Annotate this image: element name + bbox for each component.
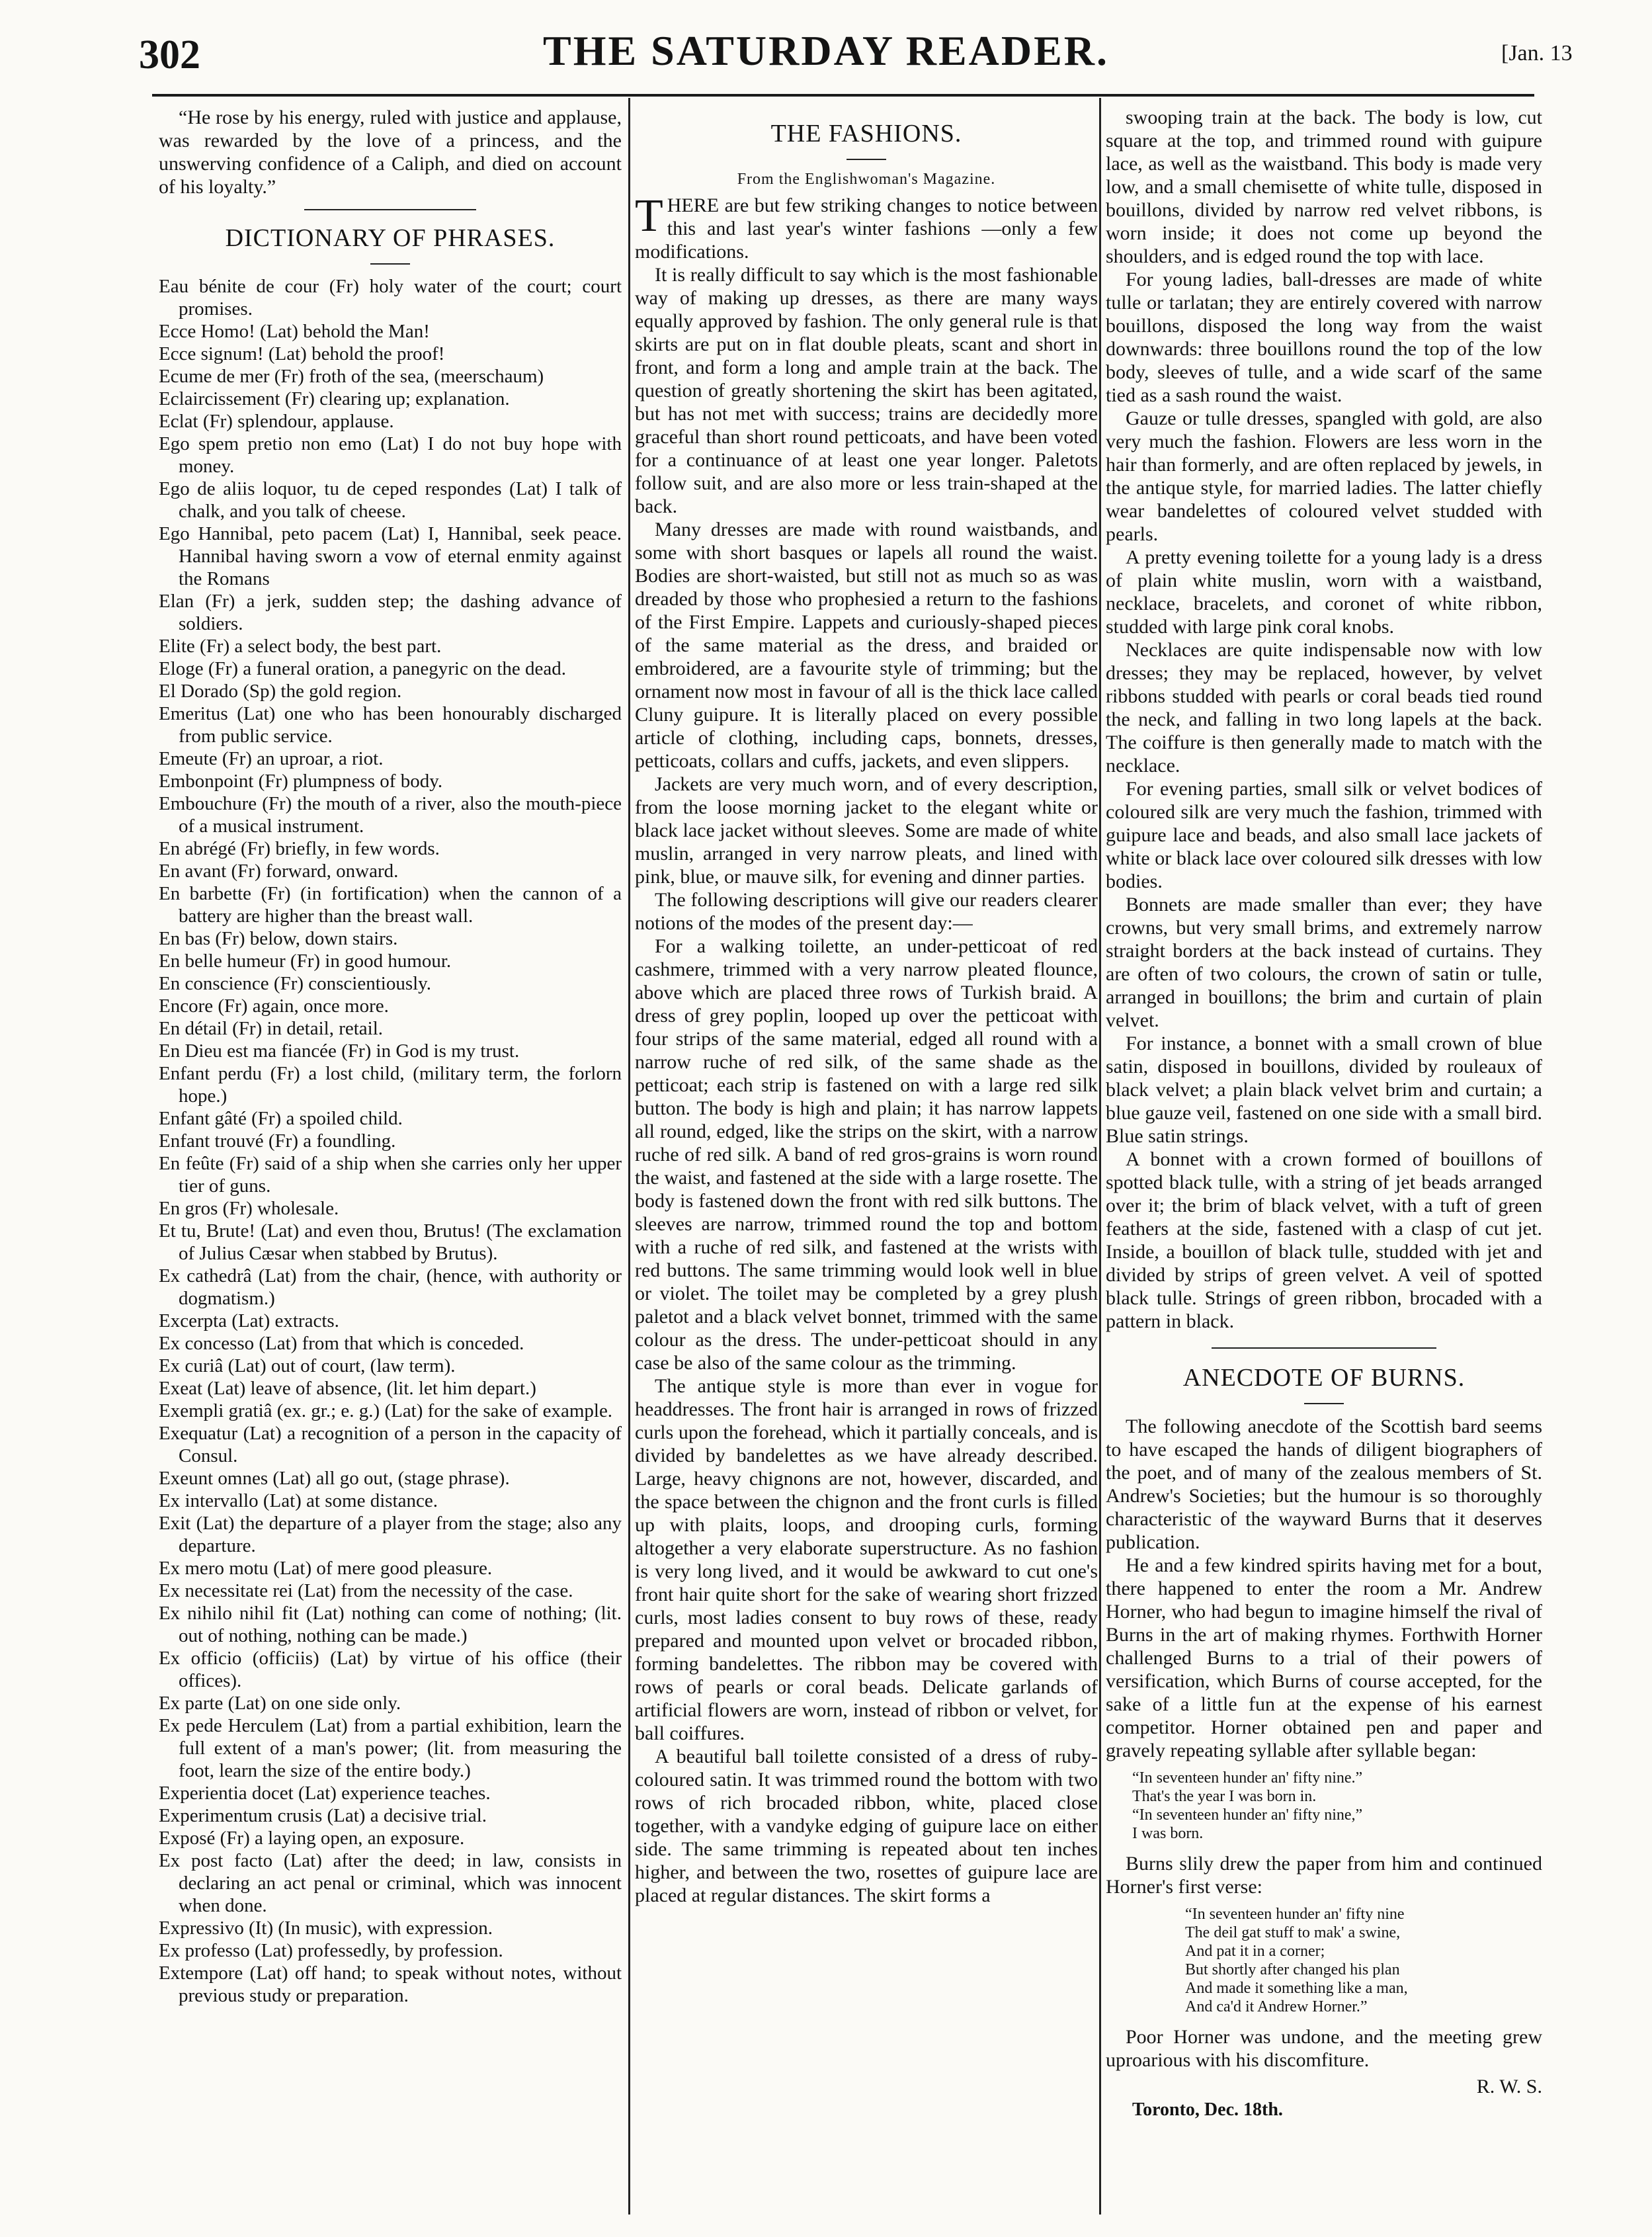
section-rule xyxy=(304,209,476,210)
fashions-paragraph: For evening parties, small silk or velvet bodices of coloured silk are very much the fashion, trimmed with guipure lace and beads, and also small lace jackets of white or black lace over coloured silk dresses with low bodies. xyxy=(1106,778,1542,892)
section-rule xyxy=(1212,1347,1436,1349)
dictionary-entry: Extempore (Lat) off hand; to speak without notes, without previous study or preparation. xyxy=(159,1963,622,2006)
dictionary-entry: Exempli gratiâ (ex. gr.; e. g.) (Lat) for the sake of example. xyxy=(159,1400,613,1421)
dictionary-entry: Elite (Fr) a select body, the best part. xyxy=(159,636,442,657)
section-rule-short xyxy=(1304,1403,1344,1404)
dictionary-entry: El Dorado (Sp) the gold region. xyxy=(159,681,402,702)
dictionary-entry: Exequatur (Lat) a recognition of a person in the capacity of Consul. xyxy=(159,1423,622,1466)
dictionary-entry: Experimentum crusis (Lat) a decisive trial. xyxy=(159,1805,487,1826)
closing-paragraph: Poor Horner was undone, and the meeting grew uproarious with his discomfiture. xyxy=(1106,2026,1542,2071)
intro-quote: “He rose by his energy, ruled with justice and applause, was rewarded by the love of a princess, and the unswerving confidence of a Caliph, and died on account of his loyalty.” xyxy=(159,106,622,198)
dictionary-entry: Ex officio (officiis) (Lat) by virtue of his office (their offices). xyxy=(159,1648,622,1691)
dictionary-entry: Ex necessitate rei (Lat) from the necessity of the case. xyxy=(159,1580,573,1601)
dictionary-heading: DICTIONARY OF PHRASES. xyxy=(225,224,556,252)
dictionary-entry: Experientia docet (Lat) experience teaches. xyxy=(159,1783,491,1804)
dictionary-entry: Enfant perdu (Fr) a lost child, (military term, the forlorn hope.) xyxy=(159,1063,622,1107)
dictionary-entry: En avant (Fr) forward, onward. xyxy=(159,861,399,882)
drop-cap: T xyxy=(635,190,663,241)
fashions-paragraph: Necklaces are quite indispensable now with low dresses; they may be replaced, however, by velvet ribbons studded with pearls or coral beads tied round the neck, and falling in two long lapels at the back. The coiffure is then generally made to match with the necklace. xyxy=(1106,639,1542,777)
dictionary-entry: Ex curiâ (Lat) out of court, (law term). xyxy=(159,1355,456,1376)
burns-body xyxy=(1106,1415,1542,1762)
dictionary-entry: Eclat (Fr) splendour, applause. xyxy=(159,411,394,432)
dictionary-entry: Enfant trouvé (Fr) a foundling. xyxy=(159,1130,396,1152)
column-1 xyxy=(159,106,622,2222)
dictionary-entry: Ex cathedrâ (Lat) from the chair, (hence, with authority or dogmatism.) xyxy=(159,1265,622,1309)
dictionary-entry: Ex concesso (Lat) from that which is conceded. xyxy=(159,1333,524,1354)
dictionary-entry: Embonpoint (Fr) plumpness of body. xyxy=(159,771,443,792)
dictionary-entry: En belle humeur (Fr) in good humour. xyxy=(159,950,452,972)
issue-date: [Jan. 13 xyxy=(1501,41,1573,65)
signature: R. W. S. xyxy=(1476,2076,1542,2097)
column-2 xyxy=(635,106,1098,2222)
poem-line: The deil gat stuff to mak' a swine, xyxy=(1185,1924,1401,1941)
page-number: 302 xyxy=(139,32,200,77)
column-3 xyxy=(1106,106,1542,2222)
dictionary-list xyxy=(159,275,622,2007)
fashions-source: From the Englishwoman's Magazine. xyxy=(737,171,996,188)
dictionary-entry: Ex mero motu (Lat) of mere good pleasure. xyxy=(159,1558,493,1579)
poem-line: “In seventeen hunder an' fifty nine xyxy=(1185,1906,1405,1923)
dictionary-entry: Emeritus (Lat) one who has been honourably discharged from public service. xyxy=(159,703,622,747)
burns-poem xyxy=(1185,1905,1542,2016)
dictionary-entry: Elan (Fr) a jerk, sudden step; the dashing advance of soldiers. xyxy=(159,591,622,634)
dictionary-entry: Exit (Lat) the departure of a player from the stage; also any departure. xyxy=(159,1513,622,1556)
fashions-paragraph: A beautiful ball toilette consisted of a dress of ruby-coloured satin. It was trimmed round the bottom with two rows of rich brocaded ribbon, white, placed close together, with a vandyke edging of guipure lace on either side. The same trimming is repeated about ten inches higher, and between the two, rosettes of guipure lace are placed at regular distances. The skirt forms a xyxy=(635,1746,1098,1906)
verse-line: I was born. xyxy=(1132,1825,1204,1842)
dictionary-entry: Ego spem pretio non emo (Lat) I do not buy hope with money. xyxy=(159,433,622,477)
fashions-paragraph: swooping train at the back. The body is low, cut square at the top, and trimmed round with guipure lace, as well as the waistband. This body is made very low, and a small chemisette of white tulle, disposed in bouillons, divided by narrow red velvet ribbons, is worn inside; it does not come up beyond the shoulders, and is edged round the top with lace. xyxy=(1106,106,1542,267)
fashions-paragraph: Gauze or tulle dresses, spangled with gold, are also very much the fashion. Flowers are less worn in the hair than formerly, and are often replaced by jewels, in the antique style, for married ladies. The latter chiefly wear bandelettes of coloured velvet studded with pearls. xyxy=(1106,407,1542,545)
fashions-paragraph: Bonnets are made smaller than ever; they have crowns, but very small brims, and extremely narrow straight borders at the back instead of curtains. They are often of two colours, the crown of satin or tulle, arranged in bouillons; the brim and curtain of plain velvet. xyxy=(1106,894,1542,1031)
dictionary-entry: Ex intervallo (Lat) at some distance. xyxy=(159,1490,438,1511)
fashions-paragraph: Jackets are very much worn, and of every description, from the loose morning jacket to the elegant white or black lace jacket without sleeves. Some are made of white muslin, arranged in very narrow pleats, and lined with pink, blue, or mauve silk, for evening and dinner parties. xyxy=(635,773,1098,888)
section-rule-short xyxy=(370,263,410,265)
dictionary-entry: Exposé (Fr) a laying open, an exposure. xyxy=(159,1828,465,1849)
fashions-paragraph: The antique style is more than ever in vogue for headdresses. The front hair is arranged in rows of frizzed curls upon the forehead, which it partially conceals, and is divided by bandelettes as we have already described. Large, heavy chignons are not, however, discarded, and the space between the chignon and the front curls is filled up with plaits, loops, and drooping curls, forming altogether a very elaborate superstructure. As no fashion is very long lived, and it would be awkward to cut one's front hair quite short for the sake of wearing short frizzed curls, most ladies consent to buy rows of these, ready prepared and mounted upon velvet or brocaded ribbon, forming bandelettes. The ribbon may be covered with rows of pearls or coral beads. Delicate garlands of artificial flowers are worn, instead of ribbon or velvet, for ball coiffures. xyxy=(635,1375,1098,1744)
dictionary-entry: Ecce signum! (Lat) behold the proof! xyxy=(159,343,445,364)
dictionary-entry: Exeunt omnes (Lat) all go out, (stage phrase). xyxy=(159,1468,510,1489)
fashions-first-paragraph: HERE are but few striking changes to notice between this and last year's winter fashions —only a few modifications. xyxy=(635,194,1098,263)
fashions-paragraph: A bonnet with a crown formed of bouillons of spotted black tulle, with a string of jet beads arranged over it; the brim of black velvet, with a tuft of green feathers at the side, fastened with a clasp of cut jet. Inside, a bouillon of black tulle, studded with jet and divided by strips of green velvet. A veil of spotted black tulle. Strings of green ribbon, brocaded with a pattern in black. xyxy=(1106,1148,1542,1332)
column-divider-2 xyxy=(1099,98,1101,2215)
dictionary-entry: Ego de aliis loquor, tu de ceped respondes (Lat) I talk of chalk, and you talk of cheese. xyxy=(159,478,622,522)
dictionary-entry: Exeat (Lat) leave of absence, (lit. let him depart.) xyxy=(159,1378,536,1399)
dictionary-entry: En gros (Fr) wholesale. xyxy=(159,1198,339,1219)
dictionary-entry: Eclaircissement (Fr) clearing up; explanation. xyxy=(159,388,510,409)
column-divider-1 xyxy=(628,98,630,2215)
dictionary-entry: Encore (Fr) again, once more. xyxy=(159,995,389,1017)
dictionary-entry: En conscience (Fr) conscientiously. xyxy=(159,973,432,994)
dictionary-entry: Eau bénite de cour (Fr) holy water of the court; court promises. xyxy=(159,276,622,319)
dictionary-entry: Ecume de mer (Fr) froth of the sea, (meerschaum) xyxy=(159,366,544,387)
dictionary-entry: Embouchure (Fr) the mouth of a river, also the mouth-piece of a musical instrument. xyxy=(159,793,622,837)
dictionary-entry: En barbette (Fr) (in fortification) when the cannon of a battery are higher than the breast wall. xyxy=(159,883,622,927)
fashions-paragraph: For instance, a bonnet with a small crown of blue satin, disposed in bouillons, divided by rouleaux of black velvet; a plain black velvet brim and curtain; a blue gauze veil, fastened on one side with a small bird. Blue satin strings. xyxy=(1106,1033,1542,1147)
dictionary-entry: En bas (Fr) below, down stairs. xyxy=(159,928,398,949)
fashions-continued xyxy=(1106,106,1542,1333)
fashions-paragraph: The following descriptions will give our readers clearer notions of the modes of the present day:— xyxy=(635,889,1098,934)
header-rule xyxy=(152,94,1534,97)
dictionary-entry: Ego Hannibal, peto pacem (Lat) I, Hannibal, seek peace. Hannibal having sworn a vow of eternal enmity against the Romans xyxy=(159,523,622,589)
dictionary-entry: Ex pede Herculem (Lat) from a partial exhibition, learn the full extent of a man's power; (lit. from measuring the foot, learn the size of the entire body.) xyxy=(159,1715,622,1781)
dictionary-entry: Enfant gâté (Fr) a spoiled child. xyxy=(159,1108,403,1129)
dictionary-entry: Excerpta (Lat) extracts. xyxy=(159,1310,339,1331)
fashions-paragraph: It is really difficult to say which is the most fashionable way of making up dresses, as there are many ways equally approved by fashion. The only general rule is that skirts are put on in flat double pleats, scant and short in front, and form a long and ample train at the back. The question of greatly shortening the skirt has been agitated, but has not met with success; trains are decidedly more graceful than short round petticoats, and have been voted for a continuance of at least one year longer. Paletots follow suit, and are also more or less train-shaped at the back. xyxy=(635,264,1098,517)
dictionary-entry: Ex post facto (Lat) after the deed; in law, consists in declaring an act penal or criminal, which was innocent when done. xyxy=(159,1850,622,1916)
section-rule-short xyxy=(847,159,886,160)
place-date: Toronto, Dec. 18th. xyxy=(1132,2099,1283,2120)
masthead-title: THE SATURDAY READER. xyxy=(543,27,1109,74)
dictionary-entry: Ecce Homo! (Lat) behold the Man! xyxy=(159,321,430,342)
burns-paragraph: The following anecdote of the Scottish bard seems to have escaped the hands of diligent biographers of the poet, and of many of the zealous members of St. Andrew's Societies; but the humour is so thoroughly characteristic of the wayward Burns that it deserves publication. xyxy=(1106,1415,1542,1553)
poem-line: But shortly after changed his plan xyxy=(1185,1961,1400,1978)
verse-line: That's the year I was born in. xyxy=(1132,1788,1317,1805)
horner-verse xyxy=(1132,1769,1542,1843)
fashions-paragraph: A pretty evening toilette for a young lady is a dress of plain white muslin, worn with a waistband, necklace, bracelets, and coronet of white ribbon, studded with large pink coral knobs. xyxy=(1106,546,1542,638)
verse-line: “In seventeen hunder an' fifty nine.” xyxy=(1132,1769,1363,1787)
dictionary-entry: Emeute (Fr) an uproar, a riot. xyxy=(159,748,384,769)
poem-line: And pat it in a corner; xyxy=(1185,1943,1325,1960)
burns-paragraph: He and a few kindred spirits having met for a bout, there happened to enter the room a Mr. Andrew Horner, who had begun to imagine himself the rival of Burns in the art of making rhymes. Forthwith Horner challenged Burns to a trial of their powers of versification, which Burns of course accepted, for the sake of a little fun at the expense of his earnest competitor. Horner obtained pen and paper and gravely repeating syllable after syllable began: xyxy=(1106,1554,1542,1761)
fashions-paragraph: For a walking toilette, an under-petticoat of red cashmere, trimmed with a very narrow pleated flounce, above which are placed three rows of Turkish braid. A dress of grey poplin, looped up over the petticoat with four strips of the same material, edged all round with a narrow ruche of red silk, of the same shade as the petticoat; each strip is fastened on with a large red silk button. The body is high and plain; it has narrow lappets all round, edged, like the strips on the skirt, with a narrow ruche of red silk. A band of red gros-grains is worn round the waist, and fastened at the side with a large rosette. The body is fastened down the front with red silk buttons. The sleeves are narrow, trimmed round the top and bottom with a ruche of red silk, and fastened at the wrists with red buttons. The same trimming would look well in blue or violet. The toilet may be completed by a grey plush paletot and a black velvet bonnet, trimmed with the same colour as the dress. The under-petticoat should in any case be also of the same colour as the trimming. xyxy=(635,935,1098,1374)
fashions-paragraph: Many dresses are made with round waistbands, and some with short basques or lapels all round the waist. Bodies are short-waisted, but still not as much so as was dreaded by those who prophesied a return to the fashions of the First Empire. Lappets and curiously-shaped pieces of the same material as the dress, and braided or embroidered, are a favourite style of trimming; but the ornament now most in favour of all is the thick lace called Cluny guipure. It is literally placed on every possible article of clothing, including caps, bonnets, dresses, petticoats, collars and cuffs, jackets, and even slippers. xyxy=(635,519,1098,772)
fashions-body xyxy=(635,263,1098,1907)
burns-heading: ANECDOTE OF BURNS. xyxy=(1182,1364,1466,1392)
dictionary-entry: En détail (Fr) in detail, retail. xyxy=(159,1018,384,1039)
dictionary-entry: Eloge (Fr) a funeral oration, a panegyric on the dead. xyxy=(159,658,566,679)
dictionary-entry: Ex parte (Lat) on one side only. xyxy=(159,1693,401,1714)
fashions-paragraph: For young ladies, ball-dresses are made of white tulle or tarlatan; they are entirely covered with narrow bouillons, disposed the long way from the waist downwards: three bouillons round the top of the low body, sleeves of tulle, and a wide scarf of the same tied as a sash round the waist. xyxy=(1106,269,1542,406)
dictionary-entry: Et tu, Brute! (Lat) and even thou, Brutus! (The exclamation of Julius Cæsar when stabbed by Brutus). xyxy=(159,1220,622,1264)
fashions-heading: THE FASHIONS. xyxy=(770,120,962,148)
dictionary-entry: Ex nihilo nihil fit (Lat) nothing can come of nothing; (lit. out of nothing, nothing can be made.) xyxy=(159,1603,622,1646)
dictionary-entry: Expressivo (It) (In music), with expression. xyxy=(159,1918,493,1939)
dictionary-entry: En feûte (Fr) said of a ship when she carries only her upper tier of guns. xyxy=(159,1153,622,1197)
dictionary-entry: En abrégé (Fr) briefly, in few words. xyxy=(159,838,440,859)
verse-line: “In seventeen hunder an' fifty nine,” xyxy=(1132,1806,1363,1824)
burns-drew-paragraph: Burns slily drew the paper from him and continued Horner's first verse: xyxy=(1106,1853,1542,1898)
poem-line: And ca'd it Andrew Horner.” xyxy=(1185,1998,1368,2015)
dictionary-entry: Ex professo (Lat) professedly, by profession. xyxy=(159,1940,503,1961)
dictionary-entry: En Dieu est ma fiancée (Fr) in God is my trust. xyxy=(159,1040,520,1062)
poem-line: And made it something like a man, xyxy=(1185,1980,1408,1997)
